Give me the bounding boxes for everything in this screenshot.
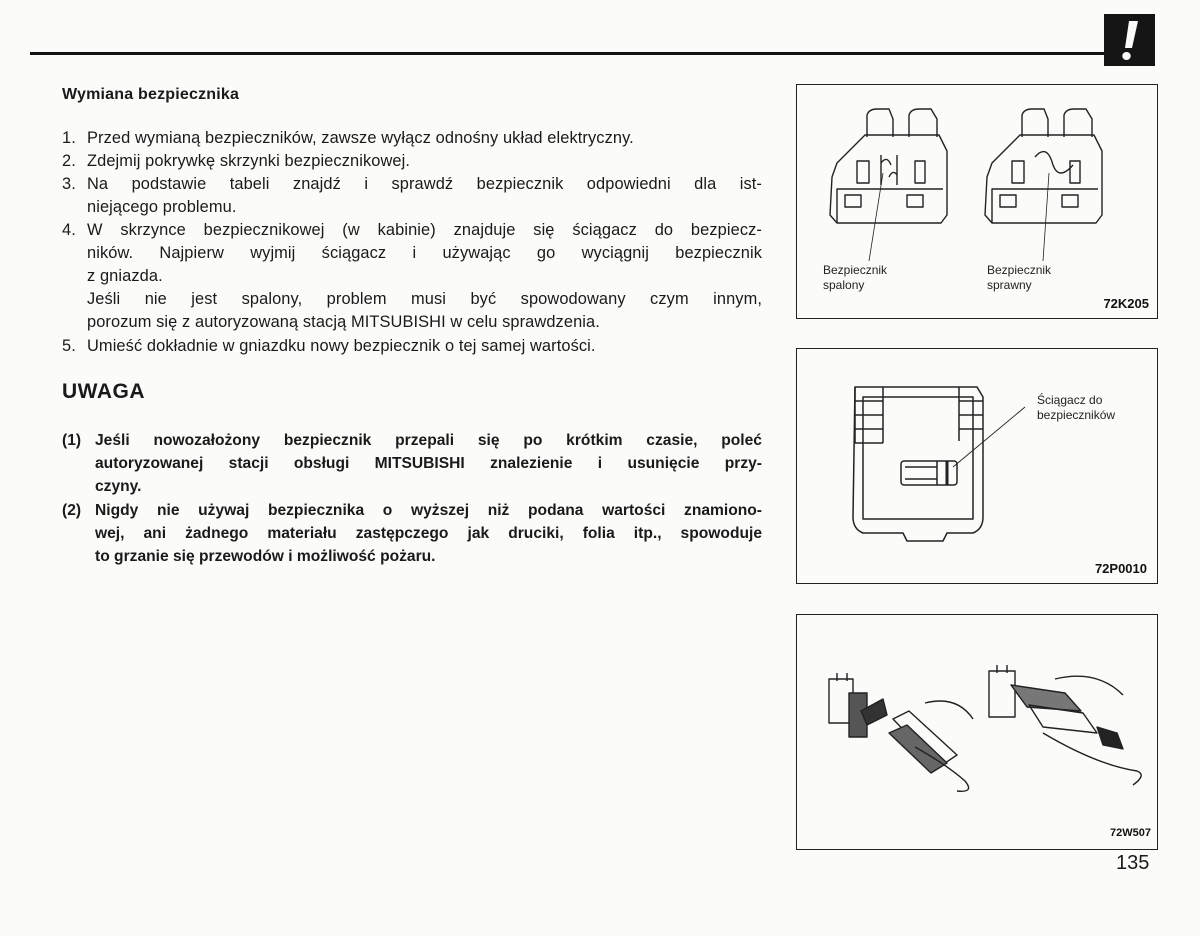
step-number: 2. xyxy=(62,152,76,170)
step-number: 3. xyxy=(62,175,76,193)
warning-icon xyxy=(1104,14,1155,66)
removal-right-illustration xyxy=(989,665,1141,785)
page-number: 135 xyxy=(1116,852,1150,874)
fuse-puller-figure xyxy=(796,348,1158,584)
figure-code: 72W507 xyxy=(1110,827,1151,839)
step-line: niejącego problemu. xyxy=(87,198,237,216)
puller-label: Ściągacz do xyxy=(1037,393,1103,407)
step-number: 5. xyxy=(62,337,76,355)
notice-line: Nigdy nie używaj bezpiecznika o wyższej niż podana wartości znamiono- xyxy=(95,502,762,519)
good-fuse-label: sprawny xyxy=(987,278,1032,292)
step-line: Jeśli nie jest spalony, problem musi być spowodowany czym innym, xyxy=(87,290,762,308)
step-line: Na podstawie tabeli znajdź i sprawdź bezpiecznik odpowiedni dla ist- xyxy=(87,175,762,193)
step-line: porozum się z autoryzowaną stacją MITSUBISHI w celu sprawdzenia. xyxy=(87,313,600,331)
section-title: Wymiana bezpiecznika xyxy=(62,86,240,103)
notice-number: (1) xyxy=(62,432,82,449)
fuse-removal-figure xyxy=(796,614,1158,850)
notice-line: autoryzowanej stacji obsługi MITSUBISHI znalezienie i usunięcie przy- xyxy=(95,455,762,472)
notice-line: czyny. xyxy=(95,478,142,495)
step-line: Zdejmij pokrywkę skrzynki bezpiecznikowej. xyxy=(87,152,411,170)
puller-label: bezpieczników xyxy=(1037,408,1116,422)
figure-code: 72P0010 xyxy=(1094,561,1147,576)
step-line: Przed wymianą bezpieczników, zawsze wyłącz odnośny układ elektryczny. xyxy=(87,129,634,147)
blown-fuse-illustration xyxy=(830,109,947,261)
step-line: W skrzynce bezpiecznikowej (w kabinie) znajduje się ściągacz do bezpiecz- xyxy=(87,221,762,239)
good-fuse-illustration xyxy=(985,109,1102,261)
notice-line: Jeśli nowozałożony bezpiecznik przepali się po krótkim czasie, poleć xyxy=(95,432,762,449)
figure-code: 72K205 xyxy=(1103,296,1149,311)
fuse-figure xyxy=(796,84,1158,319)
notice-title: UWAGA xyxy=(62,380,145,403)
removal-left-illustration xyxy=(829,673,973,791)
blown-fuse-label: spalony xyxy=(823,278,865,292)
step-line: z gniazda. xyxy=(87,267,163,285)
step-number: 1. xyxy=(62,129,76,147)
notice-number: (2) xyxy=(62,502,82,519)
notice-line: to grzanie się przewodów i możliwość pożaru. xyxy=(95,548,436,565)
fuse-box-illustration xyxy=(853,387,1025,541)
good-fuse-label: Bezpiecznik xyxy=(987,263,1052,277)
header-rule xyxy=(30,52,1104,55)
step-number: 4. xyxy=(62,221,76,239)
notice-line: wej, ani żadnego materiału zastępczego jak druciki, folia itp., spowoduje xyxy=(95,525,762,542)
step-line: Umieść dokładnie w gniazdku nowy bezpiecznik o tej samej wartości. xyxy=(87,337,596,355)
blown-fuse-label: Bezpiecznik xyxy=(823,263,888,277)
step-line: ników. Najpierw wyjmij ściągacz i używając go wyciągnij bezpiecznik xyxy=(87,244,762,262)
